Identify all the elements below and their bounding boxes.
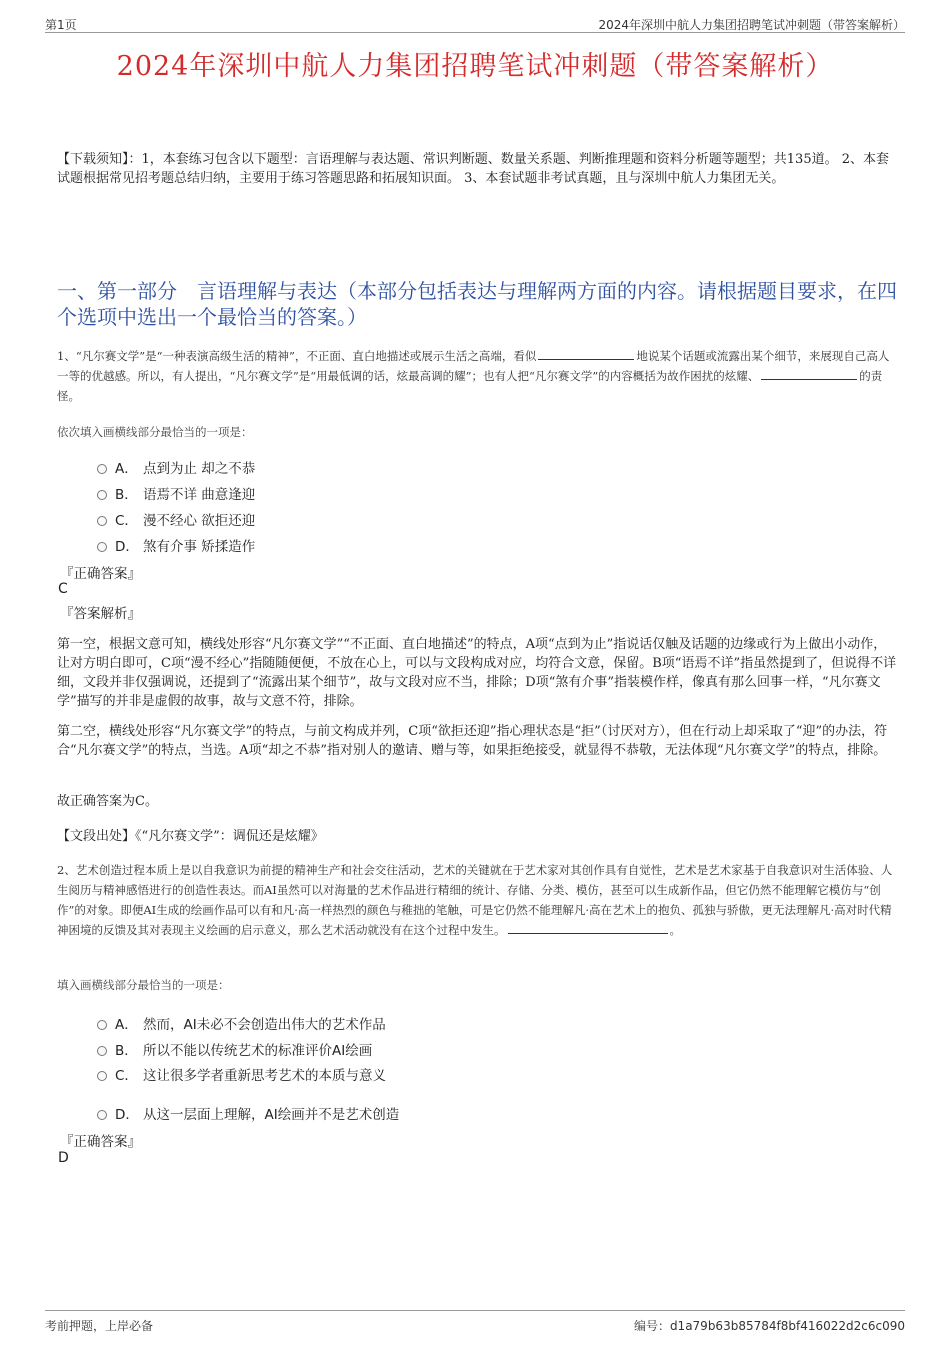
footer-doc-id: 编号：d1a79b63b85784f8bf416022d2c6c090 — [633, 1319, 905, 1333]
question-2-option-c[interactable]: C． 这让很多学者重新思考艺术的本质与意义 — [97, 1064, 386, 1084]
page-number: 第1页 — [45, 18, 77, 32]
document-title: 2024年深圳中航人力集团招聘笔试冲刺题（带答案解析） — [116, 51, 834, 82]
fill-blank — [761, 367, 857, 380]
radio-icon[interactable] — [97, 1110, 107, 1120]
question-2-option-d[interactable]: D． 从这一层面上理解，AI绘画并不是艺术创造 — [97, 1103, 399, 1123]
question-1-option-d[interactable]: D． 煞有介事 矫揉造作 — [97, 535, 255, 555]
radio-icon[interactable] — [97, 1071, 107, 1081]
radio-icon[interactable] — [97, 490, 107, 500]
radio-icon[interactable] — [97, 1020, 107, 1030]
section-title: 一、第一部分 言语理解与表达（本部分包括表达与理解两方面的内容。请根据题目要求，在四个选项中选出一个最恰当的答案。） — [57, 279, 897, 329]
download-notice: 【下载须知】：1，本套练习包含以下题型：言语理解与表达题、常识判断题、数量关系题、判断推理题和资料分析题等题型；共135道。 2、本套试题根据常见招考题总结归纳，主要用于练习答题思路和拓展知识面。 3、本套试题非考试真题，且与深圳中航人力集团无关。 — [57, 152, 889, 186]
question-2-answer: D — [58, 1150, 69, 1166]
footer-slogan: 考前押题，上岸必备 — [45, 1319, 154, 1333]
question-1-answer: C — [58, 581, 68, 597]
question-1-conclusion: 故正确答案为C。 — [57, 794, 158, 809]
question-1-option-a[interactable]: A． 点到为止 却之不恭 — [97, 457, 255, 477]
question-2-answer-label: 『正确答案』 — [60, 1134, 141, 1150]
radio-icon[interactable] — [97, 1046, 107, 1056]
question-1-answer-label: 『正确答案』 — [60, 566, 141, 582]
page-header — [45, 12, 905, 33]
question-2-text: 2、艺术创造过程本质上是以自我意识为前提的精神生产和社会交往活动，艺术的关键就在于艺术家对其创作具有自觉性，艺术是艺术家基于自我意识对生活体验、人生阅历与精神感悟进行的创造性表达。而AI虽然可以对海量的艺术作品进行精细的统计、存储、分类、模仿，甚至可以生成新作品，但它仍然不能理解它模仿与“创作”的对象。即便AI生成的绘画作品可以有和凡·高一样热烈的颜色与稚拙的笔触，可是它仍然不能理解凡·高在艺术上的抱负、孤独与骄傲，更无法理解凡·高对时代精神困境的反馈及其对表现主义绘画的启示意义，那么艺术活动就没有在这个过程中发生。 。 — [57, 863, 893, 937]
fill-blank — [538, 347, 634, 360]
question-1-source: 【文段出处】《“凡尔赛文学”：调侃还是炫耀》 — [57, 829, 324, 844]
question-1-option-c[interactable]: C． 漫不经心 欲拒还迎 — [97, 509, 255, 529]
question-1-analysis-1: 第一空，根据文意可知，横线处形容“凡尔赛文学”“不正面、直白地描述”的特点，A项“点到为止”指说话仅触及话题的边缘或行为上做出小动作，让对方明白即可，C项“漫不经心”指随随便便，不放在心上，可以与文段构成对应，均符合文意，保留。B项“语焉不详”指虽然提到了，但说得不详细，文段并非仅强调说，还提到了“流露出某个细节”，故与文段对应不当，排除；D项“煞有介事”指装模作样，像真有那么回事一样，“凡尔赛文学”描写的并非是虚假的故事，故与文意不符，排除。 — [57, 637, 897, 709]
radio-icon[interactable] — [97, 464, 107, 474]
fill-blank — [508, 921, 668, 934]
page-footer — [45, 1310, 905, 1333]
radio-icon[interactable] — [97, 542, 107, 552]
question-1-text: 1、“凡尔赛文学”是“一种表演高级生活的精神”，不正面、直白地描述或展示生活之高端，看似 地说某个话题或流露出某个细节，来展现自己高人一等的优越感。所以，有人提出，“凡尔赛文学”是“用最低调的话，炫最高调的耀”；也有人把“凡尔赛文学”的内容概括为故作困扰的炫耀、 的责怪。 — [57, 349, 890, 403]
question-2-option-a[interactable]: A． 然而，AI未必不会创造出伟大的艺术作品 — [97, 1013, 386, 1033]
header-doc-title: 2024年深圳中航人力集团招聘笔试冲刺题（带答案解析） — [598, 18, 905, 32]
question-1-analysis-label: 『答案解析』 — [60, 606, 141, 622]
radio-icon[interactable] — [97, 516, 107, 526]
question-1-analysis-2: 第二空，横线处形容“凡尔赛文学”的特点，与前文构成并列，C项“欲拒还迎”指心理状态是“拒”（讨厌对方），但在行动上却采取了“迎”的办法，符合“凡尔赛文学”的特点，当选。A项“却之不恭”指对别人的邀请、赠与等，如果拒绝接受，就显得不恭敬，无法体现“凡尔赛文学”的特点，排除。 — [57, 724, 888, 758]
question-2-prompt: 填入画横线部分最恰当的一项是： — [57, 978, 230, 992]
question-2-option-b[interactable]: B． 所以不能以传统艺术的标准评价AI绘画 — [97, 1039, 372, 1059]
question-1-prompt: 依次填入画横线部分最恰当的一项是： — [57, 425, 253, 439]
question-1-option-b[interactable]: B． 语焉不详 曲意逢迎 — [97, 483, 255, 503]
